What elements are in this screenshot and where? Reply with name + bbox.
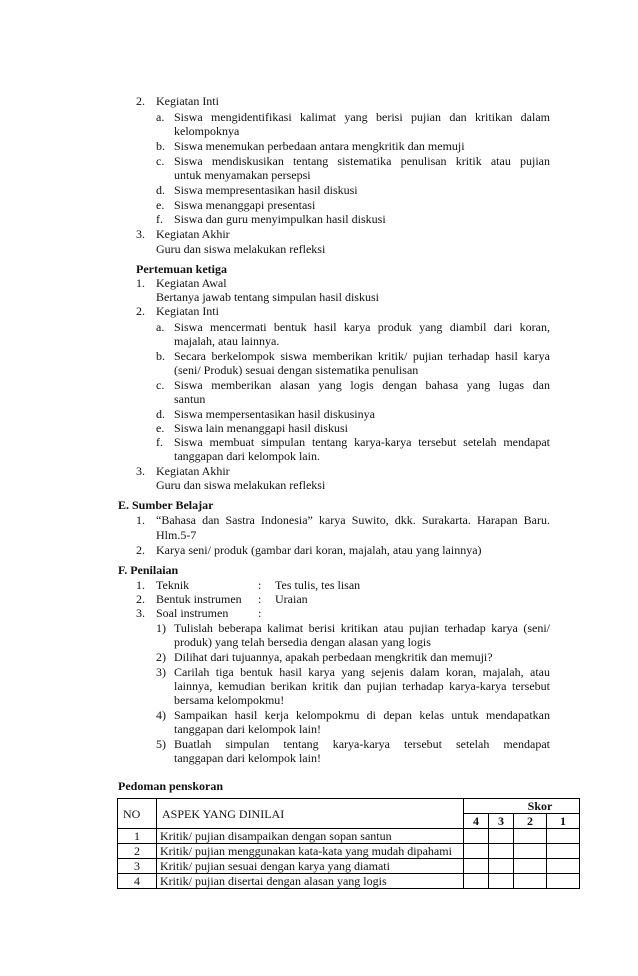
penilaian-colon: :: [258, 606, 262, 620]
list-item-text: majalah, atau lainnya.: [174, 334, 280, 348]
question-text: tanggapan dari kelompok lain!: [174, 722, 321, 736]
list-item-text: Siswa mencermati bentuk hasil karya produk yang diambil dari koran,: [174, 320, 550, 334]
scoring-table: [117, 798, 580, 889]
list-item-text: Hlm.5-7: [156, 528, 197, 542]
question-text: lainnya, kemudian berikan kritik dan pujian terhadap karya-karya tersebut: [174, 679, 550, 693]
list-item-letter: f.: [156, 212, 163, 226]
list-item-number: 2.: [136, 592, 145, 606]
list-item-text: Siswa mendiskusikan tentang sistematika penulisan kritik atau pujian: [174, 154, 550, 168]
score-header: 3: [489, 814, 514, 829]
list-item-letter: c.: [156, 154, 165, 168]
list-item-number: 1.: [136, 513, 145, 527]
list-item-text: tanggapan dari kelompok lain.: [174, 449, 320, 463]
score-cell: [489, 859, 514, 874]
list-item-text: Siswa menanggapi presentasi: [174, 198, 316, 212]
kegiatan-akhir-title: Kegiatan Akhir: [156, 464, 230, 478]
kegiatan-akhir-number: 3.: [136, 227, 145, 241]
list-item-text: untuk menyamakan persepsi: [174, 168, 311, 182]
score-cell: [514, 844, 547, 859]
question-text: Buatlah simpulan tentang karya-karya tersebut setelah mendapat: [174, 737, 550, 751]
list-item-text: “Bahasa dan Sastra Indonesia” karya Suwito, dkk. Surakarta. Harapan Baru.: [156, 513, 550, 527]
question-number: 4): [156, 708, 166, 722]
column-header-skor: Skor: [464, 799, 580, 814]
section-heading-penilaian: F. Penilaian: [118, 563, 179, 577]
list-item-number: 3.: [136, 606, 145, 620]
kegiatan-akhir-number: 3.: [136, 464, 145, 478]
kegiatan-inti-title: Kegiatan Inti: [156, 304, 219, 318]
list-item-number: 2.: [136, 543, 145, 557]
penilaian-colon: :: [258, 578, 262, 592]
row-aspect: Kritik/ pujian disampaikan dengan sopan santun: [157, 829, 464, 844]
list-item-text: (seni/ Produk) sesuai dengan sistematika penulisan: [174, 363, 419, 377]
table-row: [118, 829, 580, 844]
list-item-text: Secara berkelompok siswa memberikan kritik/ pujian terhadap hasil karya: [174, 349, 550, 363]
score-cell: [547, 844, 580, 859]
row-number: 2: [118, 844, 157, 859]
question-text: tanggapan dari kelompok lain!: [174, 751, 321, 765]
list-item-text: Siswa memberikan alasan yang logis dengan bahasa yang lugas dan: [174, 378, 550, 392]
list-item-letter: e.: [156, 198, 165, 212]
table-header-row: [118, 799, 580, 814]
score-header: 2: [514, 814, 547, 829]
column-header-aspek: ASPEK YANG DINILAI: [157, 799, 464, 829]
list-item-text: Siswa menemukan perbedaan antara mengkritik dan memuji: [174, 139, 465, 153]
list-item-letter: d.: [156, 183, 165, 197]
list-item-letter: c.: [156, 378, 165, 392]
kegiatan-akhir-text: Guru dan siswa melakukan refleksi: [156, 478, 326, 492]
kegiatan-inti-number: 2.: [136, 304, 145, 318]
kegiatan-awal-number: 1.: [136, 276, 145, 290]
list-item-letter: a.: [156, 320, 165, 334]
penilaian-label: Teknik: [156, 578, 190, 592]
section-heading-sumber-belajar: E. Sumber Belajar: [118, 498, 214, 512]
list-item-text: Siswa mengidentifikasi kalimat yang berisi pujian dan kritikan dalam: [174, 110, 550, 124]
score-cell: [464, 859, 489, 874]
kegiatan-akhir-text: Guru dan siswa melakukan refleksi: [156, 242, 326, 256]
list-item-text: santun: [174, 392, 206, 406]
scoring-guide-title: Pedoman penskoran: [118, 779, 224, 793]
score-cell: [489, 829, 514, 844]
question-number: 2): [156, 650, 166, 664]
list-item-text: Siswa lain menanggapi hasil diskusi: [174, 421, 348, 435]
score-cell: [464, 844, 489, 859]
score-cell: [547, 874, 580, 889]
question-text: Carilah tiga bentuk hasil karya yang sejenis dalam koran, majalah, atau: [174, 665, 550, 679]
table-row: [118, 844, 580, 859]
question-text: bersama kelompokmu!: [174, 693, 285, 707]
question-number: 3): [156, 665, 166, 679]
penilaian-label: Soal instrumen: [156, 606, 229, 620]
penilaian-label: Bentuk instrumen: [156, 592, 242, 606]
penilaian-value: Uraian: [275, 592, 308, 606]
question-text: produk) yang telah bersedia dengan alasan yang logis: [174, 635, 431, 649]
list-item-number: 1.: [136, 578, 145, 592]
row-number: 3: [118, 859, 157, 874]
question-number: 1): [156, 621, 166, 635]
list-item-text: Siswa membuat simpulan tentang karya-karya tersebut setelah mendapat: [174, 435, 550, 449]
list-item-letter: b.: [156, 349, 165, 363]
kegiatan-awal-text: Bertanya jawab tentang simpulan hasil diskusi: [156, 290, 379, 304]
list-item-text: kelompoknya: [174, 124, 240, 138]
question-number: 5): [156, 737, 166, 751]
score-cell: [514, 829, 547, 844]
row-aspect: Kritik/ pujian menggunakan kata-kata yang mudah dipahami: [157, 844, 464, 859]
penilaian-value: Tes tulis, tes lisan: [275, 578, 361, 592]
kegiatan-awal-title: Kegiatan Awal: [156, 276, 227, 290]
list-item-letter: d.: [156, 407, 165, 421]
kegiatan-inti-number: 2.: [136, 94, 145, 108]
table-row: [118, 874, 580, 889]
score-cell: [464, 874, 489, 889]
list-item-letter: b.: [156, 139, 165, 153]
list-item-text: Siswa mempersentasikan hasil diskusinya: [174, 407, 375, 421]
score-cell: [547, 859, 580, 874]
score-cell: [464, 829, 489, 844]
row-aspect: Kritik/ pujian sesuai dengan karya yang diamati: [157, 859, 464, 874]
score-cell: [489, 874, 514, 889]
list-item-text: Karya seni/ produk (gambar dari koran, majalah, atau yang lainnya): [156, 543, 482, 557]
list-item-text: Siswa mempresentasikan hasil diskusi: [174, 183, 358, 197]
table-row: [118, 859, 580, 874]
score-cell: [514, 859, 547, 874]
column-header-no: NO: [118, 799, 157, 829]
row-number: 1: [118, 829, 157, 844]
list-item-text: Siswa dan guru menyimpulkan hasil diskusi: [174, 212, 386, 226]
kegiatan-akhir-title: Kegiatan Akhir: [156, 227, 230, 241]
question-text: Tulislah beberapa kalimat berisi kritikan atau pujian terhadap karya (seni/: [174, 621, 550, 635]
list-item-letter: e.: [156, 421, 165, 435]
list-item-letter: a.: [156, 110, 165, 124]
row-aspect: Kritik/ pujian disertai dengan alasan yang logis: [157, 874, 464, 889]
list-item-letter: f.: [156, 435, 163, 449]
score-header: 1: [547, 814, 580, 829]
question-text: Dilihat dari tujuannya, apakah perbedaan mengkritik dan memuji?: [174, 650, 493, 664]
score-cell: [489, 844, 514, 859]
score-cell: [514, 874, 547, 889]
section-subheading: Pertemuan ketiga: [136, 262, 227, 276]
score-cell: [547, 829, 580, 844]
kegiatan-inti-title: Kegiatan Inti: [156, 94, 219, 108]
row-number: 4: [118, 874, 157, 889]
penilaian-colon: :: [258, 592, 262, 606]
score-header: 4: [464, 814, 489, 829]
question-text: Sampaikan hasil kerja kelompokmu di depan kelas untuk mendapatkan: [174, 708, 550, 722]
